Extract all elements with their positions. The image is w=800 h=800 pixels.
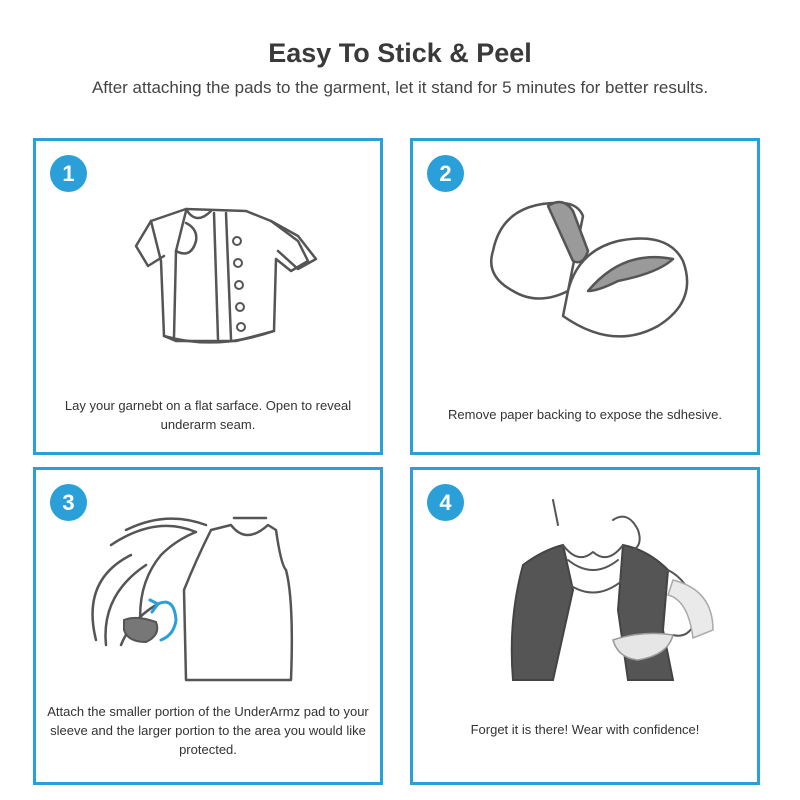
step-caption: Remove paper backing to expose the sdhesive. <box>448 407 722 422</box>
wearing-icon <box>413 470 757 710</box>
step-number-badge: 2 <box>427 155 464 192</box>
page-subtitle: After attaching the pads to the garment, let it stand for 5 minutes for better results. <box>91 78 709 97</box>
page-title: Easy To Stick & Peel <box>268 38 532 68</box>
attach-pad-icon <box>36 470 380 710</box>
step-panel-4 <box>410 467 760 785</box>
pad-icon <box>413 141 757 381</box>
step-number-badge: 1 <box>50 155 87 192</box>
step-caption: Lay your garnebt on a flat sarface. Open to reveal underarm seam. <box>64 398 352 432</box>
step-number-badge: 3 <box>50 484 87 521</box>
step-panel-3 <box>33 467 383 785</box>
shirt-icon <box>36 141 380 381</box>
step-number-badge: 4 <box>427 484 464 521</box>
step-caption: Forget it is there! Wear with confidence! <box>470 722 700 737</box>
step-caption: Attach the smaller portion of the UnderArmz pad to your sleeve and the larger portion to the area you would like protected. <box>47 704 369 757</box>
step-panel-2 <box>410 138 760 455</box>
step-panel-1 <box>33 138 383 455</box>
